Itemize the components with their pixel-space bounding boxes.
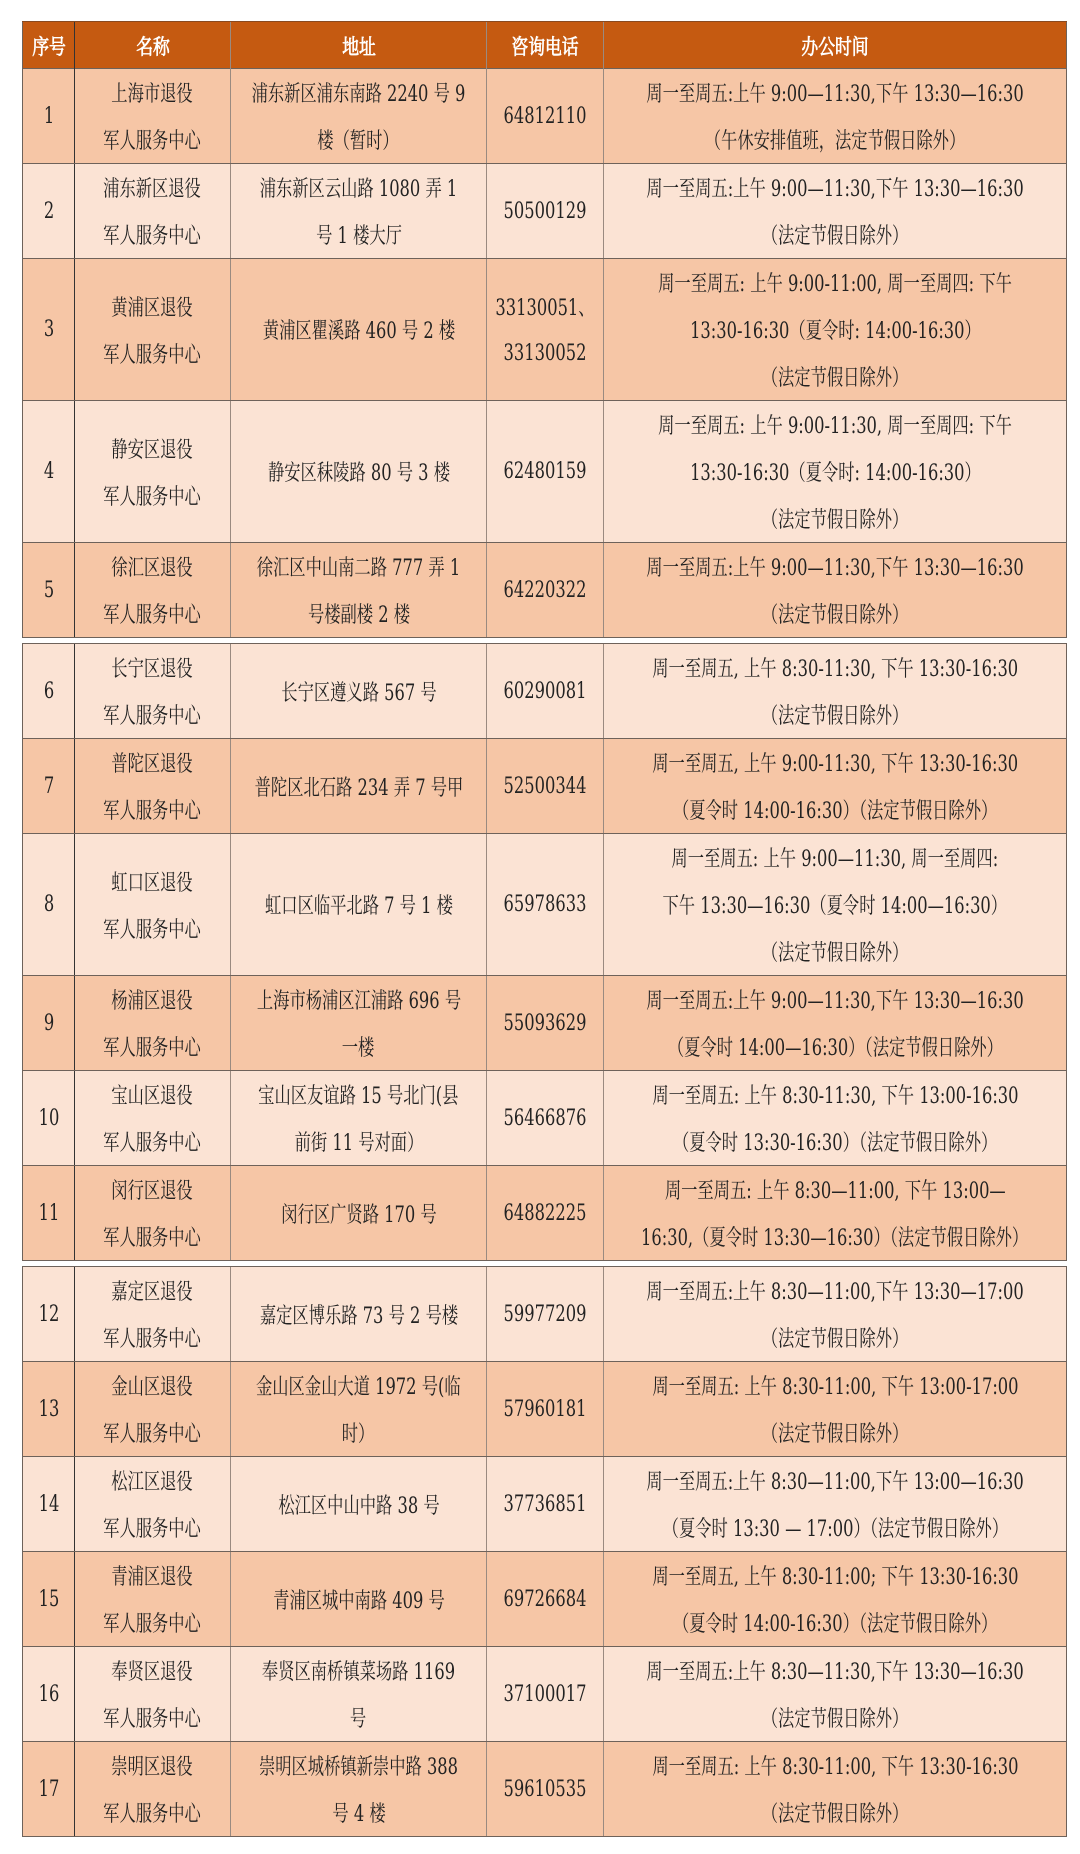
cell-hours <box>604 1362 1067 1456</box>
cell-address-text: 长宁区遵义路 567 号 <box>280 680 437 706</box>
cell-address-text: 黄浦区瞿溪路 460 号 2 楼 <box>262 319 455 344</box>
cell-hours-text: 16:30,（夏令时 13:30—16:30）（法定节假日除外） <box>641 1226 1029 1251</box>
cell-address <box>231 543 487 637</box>
cell-no <box>22 834 75 975</box>
cell-name <box>75 739 231 833</box>
cell-no-text: 15 <box>38 1586 59 1612</box>
header-no <box>22 22 75 69</box>
table-row <box>22 69 1067 164</box>
cell-address-text: 号楼副楼 2 楼 <box>307 603 410 628</box>
cell-name-text: 普陀区退役 <box>111 752 194 777</box>
cell-name <box>75 164 231 258</box>
cell-name-text: 松江区退役 <box>111 1470 194 1495</box>
table-row <box>22 739 1067 834</box>
cell-hours-text: 周一至周五: 上午 9:00—11:30, 周一至周四: <box>671 847 999 872</box>
cell-no-text: 10 <box>38 1105 59 1131</box>
cell-no-text: 16 <box>38 1681 59 1707</box>
cell-hours <box>604 1552 1067 1646</box>
cell-name <box>75 1166 231 1260</box>
cell-phone-text: 52500344 <box>503 773 587 799</box>
cell-name-text: 宝山区退役 <box>111 1084 194 1109</box>
cell-phone-text: 33130052 <box>503 340 587 366</box>
cell-address-text: 一楼 <box>342 1036 375 1061</box>
table-row <box>22 1457 1067 1552</box>
cell-no <box>22 1362 75 1456</box>
cell-name-text: 金山区退役 <box>111 1375 194 1400</box>
table-row <box>22 164 1067 259</box>
table-row <box>22 1362 1067 1457</box>
cell-address-text: 浦东新区浦东南路 2240 号 9 <box>251 82 466 107</box>
cell-hours-text: 下午 13:30—16:30（夏令时 14:00—16:30） <box>662 894 1008 919</box>
cell-hours-text: 周一至周五:上午 9:00—11:30,下午 13:30—16:30 <box>646 177 1024 202</box>
cell-hours-text: （法定节假日除外） <box>761 603 909 628</box>
table-row <box>22 543 1067 638</box>
cell-no-text: 5 <box>43 577 54 603</box>
table-row <box>22 644 1067 739</box>
cell-address <box>231 1552 487 1646</box>
cell-phone <box>487 1457 604 1551</box>
cell-no <box>22 543 75 637</box>
cell-address-text: 闵行区广贤路 170 号 <box>280 1202 437 1228</box>
cell-no <box>22 1457 75 1551</box>
cell-name-text: 军人服务中心 <box>103 1131 202 1156</box>
cell-phone <box>487 69 604 163</box>
cell-name-text: 浦东新区退役 <box>103 177 202 202</box>
cell-hours-text: （午休安排值班，法定节假日除外） <box>704 129 966 154</box>
table-row <box>22 1647 1067 1742</box>
cell-hours-text: （法定节假日除外） <box>761 224 909 249</box>
cell-name-text: 军人服务中心 <box>103 224 202 249</box>
cell-address-text: 嘉定区博乐路 73 号 2 号楼 <box>259 1303 458 1329</box>
cell-phone <box>487 259 604 400</box>
cell-address <box>231 1647 487 1741</box>
cell-address-text: 虹口区临平北路 7 号 1 楼 <box>264 894 453 919</box>
cell-no-text: 17 <box>38 1776 59 1802</box>
cell-name-text: 静安区退役 <box>111 437 194 463</box>
table-header <box>22 21 1067 69</box>
cell-phone-text: 59610535 <box>503 1776 587 1802</box>
cell-address-text: 时） <box>342 1422 375 1447</box>
header-phone <box>487 22 604 69</box>
cell-hours-text: 周一至周五:上午 9:00—11:30,下午 13:30—16:30 <box>646 989 1024 1014</box>
table-row <box>22 1071 1067 1166</box>
header-name <box>75 22 231 69</box>
cell-hours-text: （法定节假日除外） <box>761 941 909 966</box>
table-row <box>22 401 1067 543</box>
cell-phone <box>487 1267 604 1361</box>
cell-address-text: 松江区中山中路 38 号 <box>277 1493 440 1519</box>
cell-name <box>75 543 231 637</box>
cell-name-text: 军人服务中心 <box>103 1036 202 1061</box>
table-row <box>22 259 1067 401</box>
cell-no <box>22 401 75 542</box>
cell-phone <box>487 1552 604 1646</box>
cell-phone <box>487 543 604 637</box>
cell-phone-text: 64220322 <box>503 577 587 603</box>
cell-hours-text: 周一至周五: 上午 9:00-11:30, 周一至周四: 下午 <box>658 414 1012 439</box>
cell-no <box>22 1166 75 1260</box>
cell-no <box>22 1742 75 1836</box>
cell-address <box>231 1362 487 1456</box>
cell-phone-text: 64882225 <box>503 1200 587 1226</box>
cell-hours <box>604 644 1067 738</box>
cell-hours <box>604 739 1067 833</box>
cell-phone-text: 64812110 <box>503 103 587 129</box>
cell-name <box>75 1457 231 1551</box>
cell-address <box>231 834 487 975</box>
cell-address <box>231 1457 487 1551</box>
table-row <box>22 1166 1067 1261</box>
header-label: 序号 <box>31 33 66 59</box>
cell-address-text: 楼（暂时） <box>317 129 400 154</box>
cell-address-text: 号 4 楼 <box>331 1802 386 1827</box>
cell-hours-text: （夏令时 14:00—16:30）（法定节假日除外） <box>667 1036 1003 1061</box>
cell-phone <box>487 1166 604 1260</box>
cell-phone-text: 50500129 <box>503 198 587 224</box>
cell-address <box>231 401 487 542</box>
cell-name-text: 青浦区退役 <box>111 1565 194 1590</box>
cell-address-text: 徐汇区中山南二路 777 弄 1 <box>256 556 461 581</box>
cell-name-text: 军人服务中心 <box>103 1612 202 1637</box>
cell-address-text: 浦东新区云山路 1080 弄 1 <box>259 177 458 202</box>
cell-phone-text: 56466876 <box>503 1105 587 1131</box>
cell-hours <box>604 543 1067 637</box>
cell-hours-text: 周一至周五, 上午 8:30-11:30, 下午 13:30-16:30 <box>652 657 1018 682</box>
table-row <box>22 834 1067 976</box>
cell-hours-text: （夏令时 14:00-16:30）（法定节假日除外） <box>672 799 998 824</box>
cell-address-text: 崇明区城桥镇新崇中路 388 <box>258 1755 459 1780</box>
cell-address-text: 金山区金山大道 1972 号(临 <box>256 1375 461 1400</box>
cell-name-text: 奉贤区退役 <box>111 1660 194 1685</box>
cell-hours-text: 周一至周五: 上午 8:30-11:00, 下午 13:00-17:00 <box>651 1375 1019 1400</box>
cell-hours-text: 周一至周五:上午 8:30—11:00,下午 13:30—17:00 <box>646 1280 1024 1305</box>
cell-no <box>22 69 75 163</box>
cell-hours-text: （法定节假日除外） <box>761 1802 909 1827</box>
cell-address <box>231 1742 487 1836</box>
cell-name-text: 军人服务中心 <box>103 129 202 154</box>
cell-address-text: 号 <box>350 1707 367 1732</box>
cell-name-text: 军人服务中心 <box>103 603 202 628</box>
cell-hours-text: （法定节假日除外） <box>761 1422 909 1447</box>
cell-hours-text: 13:30-16:30（夏令时: 14:00-16:30） <box>689 319 981 344</box>
table-row <box>22 976 1067 1071</box>
cell-hours-text: 周一至周五: 上午 8:30—11:00, 下午 13:00— <box>664 1179 1006 1204</box>
cell-name <box>75 1647 231 1741</box>
cell-no <box>22 1267 75 1361</box>
cell-no-text: 6 <box>43 678 54 704</box>
cell-name <box>75 1742 231 1836</box>
cell-no <box>22 1552 75 1646</box>
cell-hours <box>604 1267 1067 1361</box>
cell-address <box>231 644 487 738</box>
cell-phone-text: 59977209 <box>503 1301 587 1327</box>
cell-name-text: 军人服务中心 <box>103 1802 202 1827</box>
cell-hours-text: 周一至周五: 上午 8:30-11:30, 下午 13:00-16:30 <box>651 1084 1019 1109</box>
cell-no-text: 8 <box>43 892 54 917</box>
cell-phone <box>487 1742 604 1836</box>
cell-hours <box>604 401 1067 542</box>
header-label: 办公时间 <box>801 33 869 59</box>
cell-hours-text: 周一至周五: 上午 9:00-11:00, 周一至周四: 下午 <box>658 272 1012 297</box>
cell-hours <box>604 1071 1067 1165</box>
cell-no <box>22 739 75 833</box>
cell-hours <box>604 69 1067 163</box>
cell-no-text: 12 <box>38 1301 59 1327</box>
cell-name-text: 军人服务中心 <box>103 799 202 824</box>
cell-hours-text: （法定节假日除外） <box>761 366 909 391</box>
header-hours <box>604 22 1067 69</box>
cell-address <box>231 259 487 400</box>
cell-name-text: 军人服务中心 <box>103 1517 202 1542</box>
cell-name-text: 杨浦区退役 <box>111 989 194 1014</box>
cell-hours-text: 周一至周五:上午 9:00—11:30,下午 13:30—16:30 <box>646 556 1024 581</box>
cell-name-text: 军人服务中心 <box>103 1327 202 1352</box>
cell-hours <box>604 1742 1067 1836</box>
cell-name <box>75 259 231 400</box>
cell-no-text: 13 <box>38 1396 59 1422</box>
cell-no-text: 1 <box>43 103 54 129</box>
table-body <box>22 69 1067 1837</box>
cell-phone-text: 69726684 <box>503 1586 587 1612</box>
cell-phone <box>487 1071 604 1165</box>
cell-address-text: 宝山区友谊路 15 号北门(县 <box>258 1084 459 1109</box>
cell-address-text: 奉贤区南桥镇菜场路 1169 <box>261 1660 456 1685</box>
cell-phone <box>487 834 604 975</box>
cell-name-text: 上海市退役 <box>111 82 194 107</box>
cell-address <box>231 69 487 163</box>
cell-name-text: 军人服务中心 <box>103 1226 202 1251</box>
table-row <box>22 1742 1067 1837</box>
cell-address <box>231 1071 487 1165</box>
cell-name-text: 嘉定区退役 <box>111 1280 194 1305</box>
cell-address <box>231 739 487 833</box>
cell-phone-text: 55093629 <box>503 1010 587 1036</box>
cell-hours <box>604 976 1067 1070</box>
cell-hours-text: 周一至周五:上午 8:30—11:00,下午 13:00—16:30 <box>646 1470 1024 1495</box>
cell-hours-text: （夏令时 13:30-16:30）（法定节假日除外） <box>672 1131 998 1156</box>
cell-name <box>75 644 231 738</box>
cell-name <box>75 1071 231 1165</box>
cell-no-text: 11 <box>38 1200 59 1226</box>
cell-no-text: 9 <box>43 1010 54 1036</box>
cell-hours <box>604 259 1067 400</box>
cell-hours-text: （法定节假日除外） <box>761 1327 909 1352</box>
cell-no <box>22 259 75 400</box>
cell-name <box>75 1552 231 1646</box>
header-label: 名称 <box>135 33 170 59</box>
cell-hours-text: 周一至周五, 上午 8:30-11:00; 下午 13:30-16:30 <box>651 1565 1019 1590</box>
cell-phone <box>487 401 604 542</box>
cell-phone <box>487 1647 604 1741</box>
cell-name-text: 军人服务中心 <box>103 484 202 510</box>
cell-no <box>22 164 75 258</box>
cell-name-text: 闵行区退役 <box>111 1179 194 1204</box>
cell-name-text: 军人服务中心 <box>103 704 202 729</box>
cell-name <box>75 1362 231 1456</box>
cell-hours <box>604 1457 1067 1551</box>
cell-name <box>75 834 231 975</box>
cell-name-text: 虹口区退役 <box>111 870 194 896</box>
cell-hours <box>604 1166 1067 1260</box>
cell-hours-text: （法定节假日除外） <box>761 704 909 729</box>
cell-hours-text: （法定节假日除外） <box>761 1707 909 1732</box>
header-address <box>231 22 487 69</box>
cell-address <box>231 976 487 1070</box>
service-centers-table <box>22 21 1067 1837</box>
cell-address-text: 前街 11 号对面） <box>294 1131 423 1156</box>
cell-hours-text: （法定节假日除外） <box>761 508 909 533</box>
cell-no-text: 4 <box>43 459 54 484</box>
cell-phone <box>487 976 604 1070</box>
cell-hours-text: 周一至周五:上午 8:30—11:30,下午 13:30—16:30 <box>646 1660 1024 1685</box>
cell-name-text: 黄浦区退役 <box>111 295 194 321</box>
cell-name <box>75 401 231 542</box>
cell-phone-text: 62480159 <box>503 459 587 484</box>
cell-no <box>22 976 75 1070</box>
cell-address-text: 静安区秣陵路 80 号 3 楼 <box>267 461 450 486</box>
cell-name-text: 崇明区退役 <box>111 1755 194 1780</box>
cell-hours-text: （夏令时 14:00-16:30）（法定节假日除外） <box>672 1612 998 1637</box>
cell-phone <box>487 1362 604 1456</box>
cell-address-text: 上海市杨浦区江浦路 696 号 <box>256 989 461 1014</box>
cell-phone-text: 33130051、 <box>495 295 595 321</box>
cell-address-text: 号 1 楼大厅 <box>315 224 402 249</box>
cell-name <box>75 1267 231 1361</box>
cell-phone-text: 65978633 <box>503 892 587 917</box>
table-row <box>22 1552 1067 1647</box>
cell-address <box>231 1166 487 1260</box>
cell-hours <box>604 834 1067 975</box>
cell-hours-text: 周一至周五: 上午 8:30-11:00, 下午 13:30-16:30 <box>651 1755 1019 1780</box>
cell-phone-text: 57960181 <box>503 1396 587 1422</box>
cell-hours-text: 周一至周五:上午 9:00—11:30,下午 13:30—16:30 <box>646 82 1024 107</box>
cell-no-text: 14 <box>38 1491 59 1517</box>
cell-phone-text: 37736851 <box>503 1491 587 1517</box>
cell-name-text: 军人服务中心 <box>103 1422 202 1447</box>
cell-address-text: 普陀区北石路 234 弄 7 号甲 <box>254 775 463 801</box>
table-row <box>22 1267 1067 1362</box>
cell-phone-text: 37100017 <box>503 1681 587 1707</box>
cell-name-text: 长宁区退役 <box>111 657 194 682</box>
cell-hours <box>604 164 1067 258</box>
cell-no-text: 2 <box>43 198 54 224</box>
header-label: 咨询电话 <box>511 33 579 59</box>
cell-address-text: 青浦区城中南路 409 号 <box>272 1588 445 1614</box>
cell-name-text: 军人服务中心 <box>103 1707 202 1732</box>
cell-no <box>22 644 75 738</box>
cell-phone-text: 60290081 <box>503 678 587 704</box>
cell-no <box>22 1647 75 1741</box>
cell-no <box>22 1071 75 1165</box>
cell-no-text: 3 <box>43 317 54 342</box>
cell-name-text: 军人服务中心 <box>103 917 202 943</box>
cell-address <box>231 1267 487 1361</box>
cell-name <box>75 69 231 163</box>
cell-phone <box>487 739 604 833</box>
cell-no-text: 7 <box>43 773 54 799</box>
cell-name <box>75 976 231 1070</box>
cell-hours-text: 13:30-16:30（夏令时: 14:00-16:30） <box>689 461 981 486</box>
cell-name-text: 军人服务中心 <box>103 342 202 368</box>
header-label: 地址 <box>341 33 376 59</box>
cell-hours-text: 周一至周五, 上午 9:00-11:30, 下午 13:30-16:30 <box>652 752 1018 777</box>
cell-phone <box>487 164 604 258</box>
cell-name-text: 徐汇区退役 <box>111 556 194 581</box>
cell-hours <box>604 1647 1067 1741</box>
cell-hours-text: （夏令时 13:30 — 17:00）（法定节假日除外） <box>662 1517 1008 1542</box>
cell-address <box>231 164 487 258</box>
cell-phone <box>487 644 604 738</box>
